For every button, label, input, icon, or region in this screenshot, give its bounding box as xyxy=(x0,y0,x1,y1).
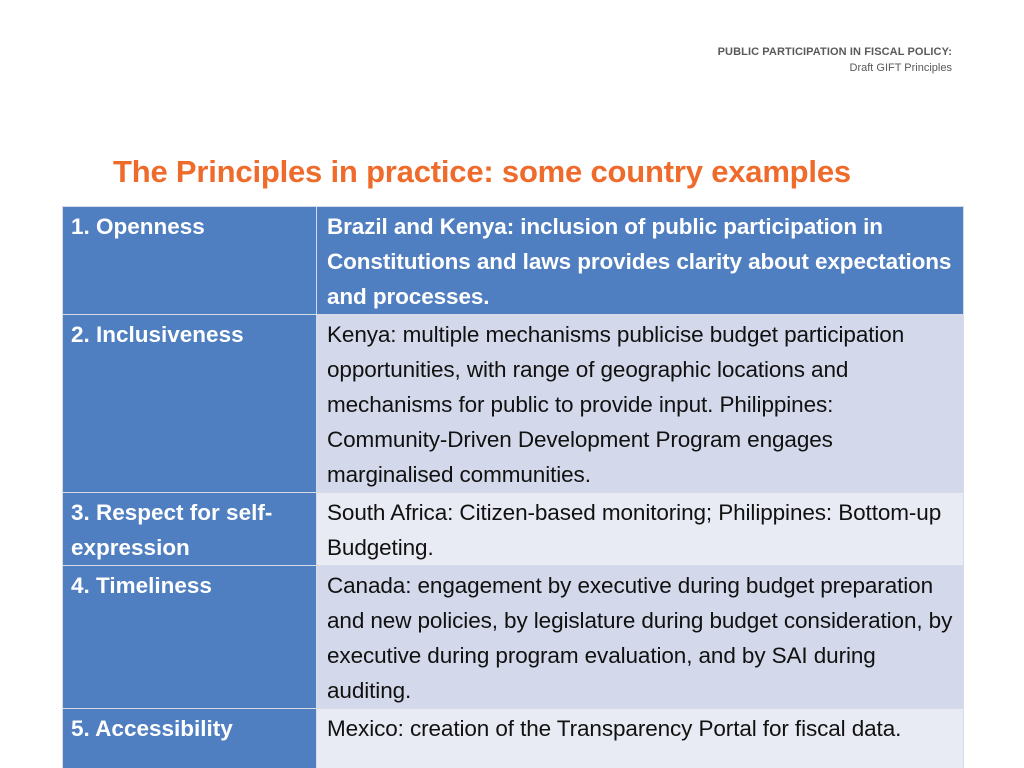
principle-cell: 1. Openness xyxy=(63,207,317,315)
table-row xyxy=(63,493,964,566)
example-cell: Mexico: creation of the Transparency Portal for fiscal data. xyxy=(317,709,964,768)
example-cell: Kenya: multiple mechanisms publicise budget participation opportunities, with range of geographic locations and mechanisms for public to provide input. Philippines: Community-Driven Development Program engages marginalised communities. xyxy=(317,315,964,493)
slide-header xyxy=(718,44,952,76)
principle-cell: 5. Accessibility xyxy=(63,709,317,768)
slide-title: The Principles in practice: some country examples xyxy=(113,154,851,189)
example-cell: Brazil and Kenya: inclusion of public participation in Constitutions and laws provides clarity about expectations and processes. xyxy=(317,207,964,315)
example-cell: Canada: engagement by executive during budget preparation and new policies, by legislature during budget consideration, by executive during program evaluation, and by SAI during auditing. xyxy=(317,566,964,709)
example-cell: South Africa: Citizen-based monitoring; Philippines: Bottom-up Budgeting. xyxy=(317,493,964,566)
header-subtitle: Draft GIFT Principles xyxy=(849,62,952,74)
principle-cell: 2. Inclusiveness xyxy=(63,315,317,493)
table-row xyxy=(63,315,964,493)
table-row xyxy=(63,709,964,768)
header-title: PUBLIC PARTICIPATION IN FISCAL POLICY: xyxy=(717,46,952,58)
principle-cell: 4. Timeliness xyxy=(63,566,317,709)
table-row xyxy=(63,207,964,315)
table-row xyxy=(63,566,964,709)
principles-table xyxy=(62,206,964,768)
principle-cell: 3. Respect for self-expression xyxy=(63,493,317,566)
